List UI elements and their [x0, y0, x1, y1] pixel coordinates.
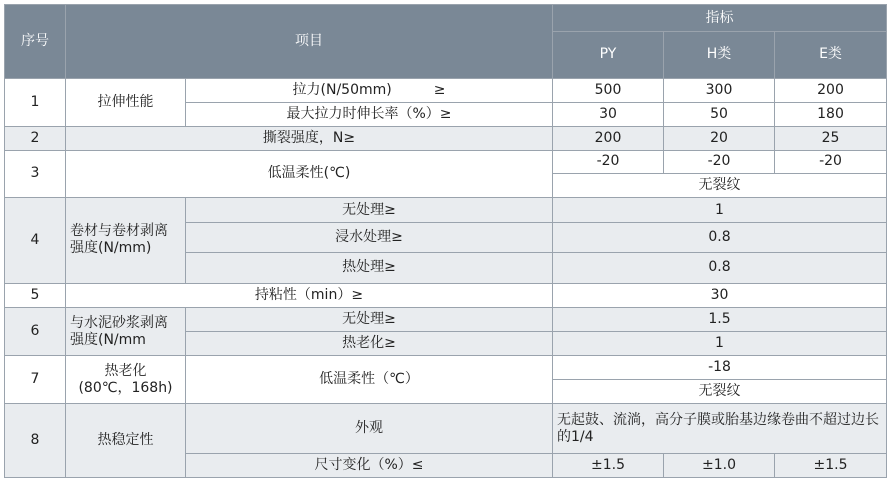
item-label: 尺寸变化（%）≤ [186, 453, 553, 477]
table-row [5, 356, 887, 380]
header-h: H类 [664, 32, 775, 79]
item-label: 热老化≥ [186, 332, 553, 356]
value-all: 30 [553, 283, 887, 308]
value-e: ±1.5 [775, 453, 887, 477]
value-all: 无起鼓、流淌，高分子膜或胎基边缘卷曲不超过边长的1/4 [553, 404, 887, 454]
header-py: PY [553, 32, 664, 79]
group-label-line1: 热老化 [104, 362, 147, 379]
header-e: E类 [775, 32, 887, 79]
value-all: 0.8 [553, 223, 887, 253]
value-e: -20 [775, 150, 887, 174]
row-group-label: 热稳定性 [66, 404, 186, 478]
header-item: 项目 [66, 5, 553, 79]
row-group-label [66, 356, 186, 404]
table-row [5, 404, 887, 454]
value-note: 无裂纹 [553, 380, 887, 404]
row-number: 7 [5, 356, 66, 404]
row-number: 1 [5, 78, 66, 126]
value-py: ±1.5 [553, 453, 664, 477]
item-label: 低温柔性（℃） [186, 356, 553, 404]
row-number: 8 [5, 404, 66, 478]
table-row [5, 126, 887, 150]
row-number: 5 [5, 283, 66, 308]
value-h: ±1.0 [664, 453, 775, 477]
group-label-line2: (80℃，168h) [78, 379, 173, 396]
header-indicator: 指标 [553, 5, 887, 32]
table-row [5, 78, 887, 102]
table-row [5, 308, 887, 332]
item-label: 最大拉力时伸长率（%）≥ [186, 102, 553, 126]
value-e: 180 [775, 102, 887, 126]
value-py: 200 [553, 126, 664, 150]
value-h: 20 [664, 126, 775, 150]
table-row [5, 150, 887, 174]
value-all: -18 [553, 356, 887, 380]
value-py: 30 [553, 102, 664, 126]
table-row [5, 283, 887, 308]
item-label: 持粘性（min）≥ [66, 283, 553, 308]
value-e: 25 [775, 126, 887, 150]
item-label: 外观 [186, 404, 553, 454]
spec-table [4, 4, 887, 478]
value-h: 300 [664, 78, 775, 102]
item-label: 热处理≥ [186, 253, 553, 283]
value-all: 1 [553, 332, 887, 356]
value-py: -20 [553, 150, 664, 174]
row-group-label: 拉伸性能 [66, 78, 186, 126]
value-py: 500 [553, 78, 664, 102]
row-number: 2 [5, 126, 66, 150]
row-group-label: 卷材与卷材剥离强度(N/mm) [66, 198, 186, 283]
row-number: 6 [5, 308, 66, 356]
value-all: 0.8 [553, 253, 887, 283]
value-all: 1.5 [553, 308, 887, 332]
item-label: 无处理≥ [186, 308, 553, 332]
item-label: 无处理≥ [186, 198, 553, 223]
table-row [5, 198, 887, 223]
item-label: 拉力(N/50mm) ≥ [186, 78, 553, 102]
value-h: -20 [664, 150, 775, 174]
row-group-label: 与水泥砂浆剥离强度(N/mm [66, 308, 186, 356]
row-number: 4 [5, 198, 66, 283]
item-label: 撕裂强度，N≥ [66, 126, 553, 150]
value-note: 无裂纹 [553, 174, 887, 198]
value-all: 1 [553, 198, 887, 223]
item-label: 浸水处理≥ [186, 223, 553, 253]
item-label: 低温柔性(℃) [66, 150, 553, 198]
value-h: 50 [664, 102, 775, 126]
header-seq: 序号 [5, 5, 66, 79]
row-number: 3 [5, 150, 66, 198]
value-e: 200 [775, 78, 887, 102]
